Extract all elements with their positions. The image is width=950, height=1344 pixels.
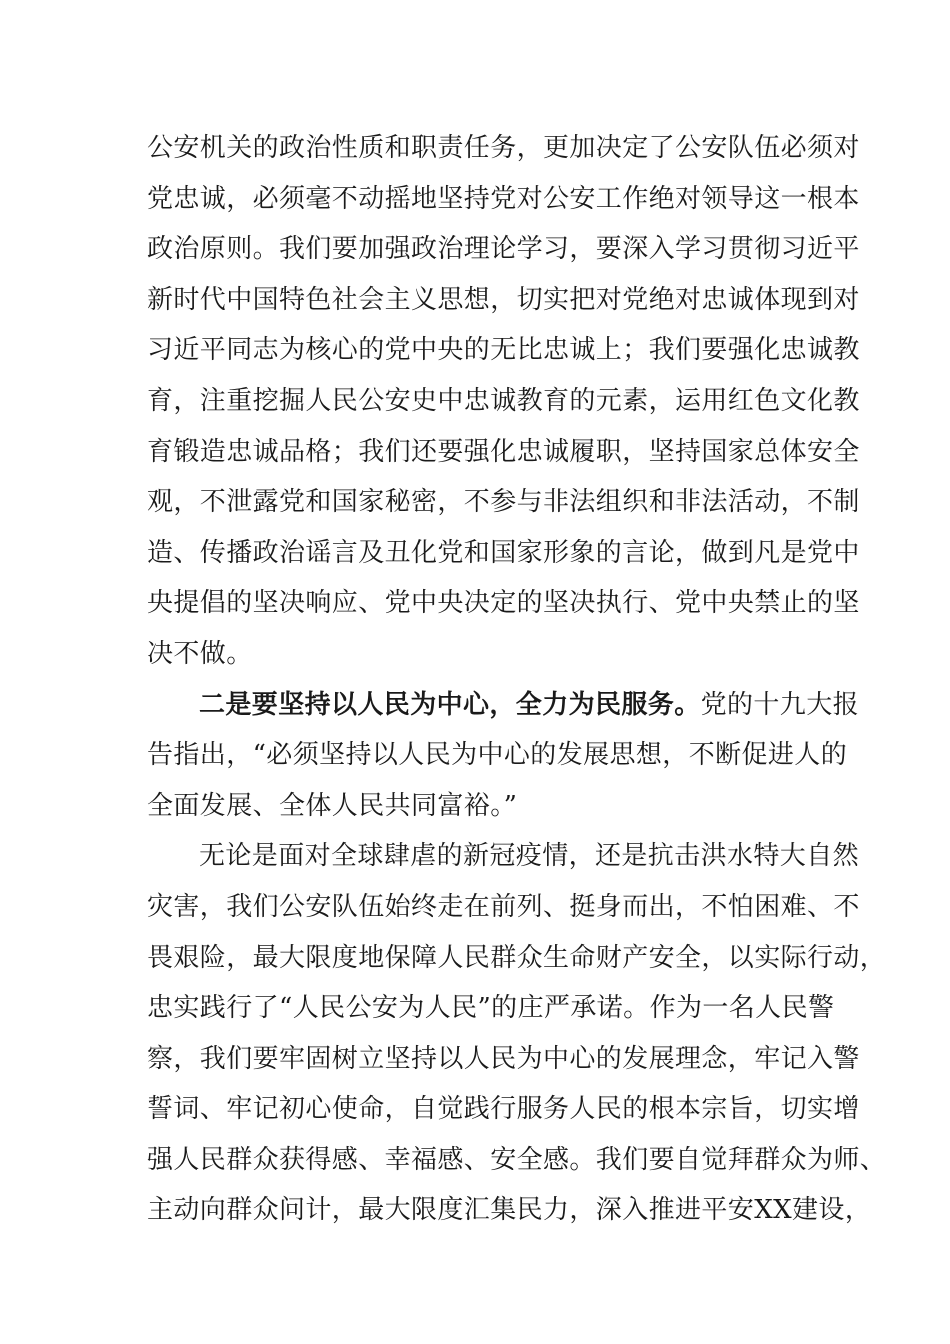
text-line: 党忠诚，必须毫不动摇地坚持党对公安工作绝对领导这一根本 [147,183,860,214]
paragraph-heading-line [147,680,860,731]
text-line: 习近平同志为核心的党中央的无比忠诚上；我们要强化忠诚教 [147,335,860,366]
text-line: 誓词、牢记初心使命，自觉践行服务人民的根本宗旨，切实增 [147,1094,860,1125]
text-line: 政治原则。我们要加强政治理论学习，要深入学习贯彻习近平 [147,234,860,265]
text-line: 央提倡的坚决响应、党中央决定的坚决执行、党中央禁止的坚 [147,588,860,619]
text-run: 党的十九大报 [700,689,860,720]
text-line: 强人民群众获得感、幸福感、安全感。我们要自觉拜群众为师、 [147,1144,887,1175]
text-line: 公安机关的政治性质和职责任务，更加决定了公安队伍必须对 [147,133,860,163]
text-line: 全面发展、全体人民共同富裕。” [147,790,518,821]
text-line: 决不做。 [147,638,253,669]
text-line: 忠实践行了“人民公安为人民”的庄严承诺。作为一名人民警 [147,993,835,1024]
text-line: 主动向群众问计，最大限度汇集民力，深入推进平安XX建设， [147,1195,872,1226]
text-line: 育，注重挖掘人民公安史中忠诚教育的元素，运用红色文化教 [147,385,860,416]
text-line: 新时代中国特色社会主义思想，切实把对党绝对忠诚体现到对 [147,284,860,315]
text-line: 察，我们要牢固树立坚持以人民为中心的发展理念，牢记入警 [147,1043,860,1074]
text-line: 观，不泄露党和国家秘密，不参与非法组织和非法活动，不制 [147,487,860,518]
text-line: 畏艰险，最大限度地保障人民群众生命财产安全，以实际行动， [147,942,887,973]
text-line: 告指出，“必须坚持以人民为中心的发展思想，不断促进人的 [147,740,848,771]
document-body [147,123,887,1236]
text-line: 育锻造忠诚品格；我们还要强化忠诚履职，坚持国家总体安全 [147,436,860,467]
section-heading: 二是要坚持以人民为中心，全力为民服务。 [199,689,701,720]
text-line: 灾害，我们公安队伍始终走在前列、挺身而出，不怕困难、不 [147,891,860,922]
text-line: 无论是面对全球肆虐的新冠疫情，还是抗击洪水特大自然 [199,841,860,872]
text-line: 造、传播政治谣言及丑化党和国家形象的言论，做到凡是党中 [147,537,860,568]
